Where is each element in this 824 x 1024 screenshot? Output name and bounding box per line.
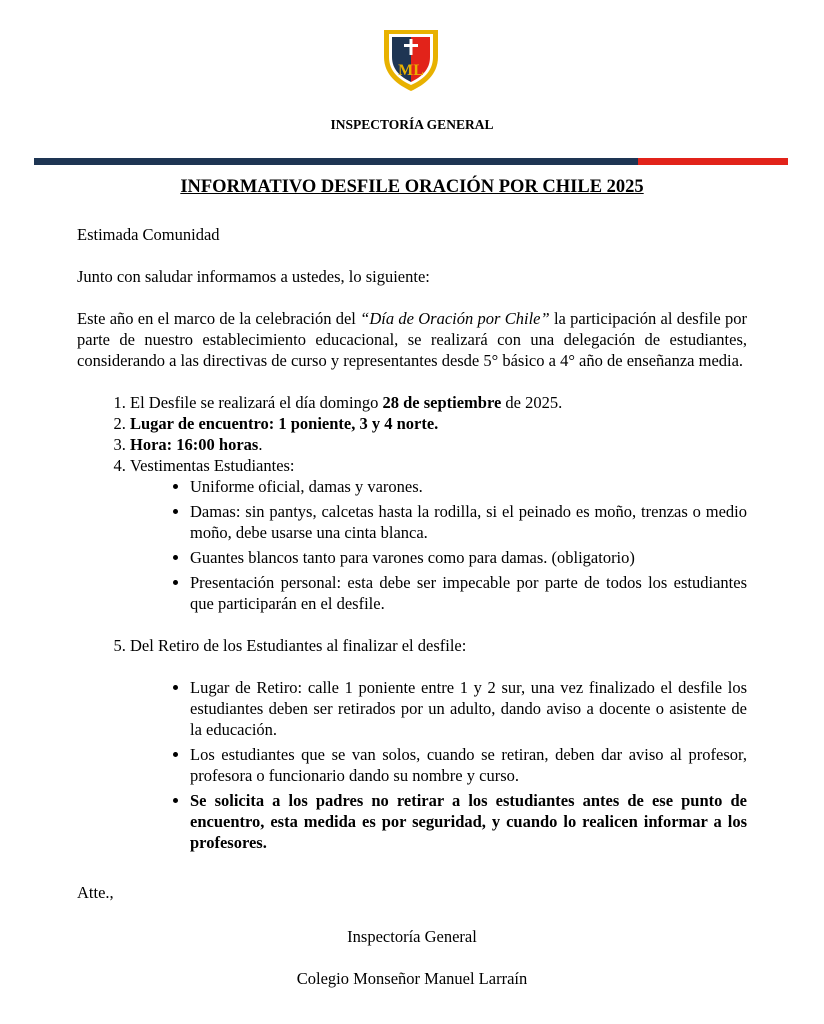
document-title: INFORMATIVO DESFILE ORACIÓN POR CHILE 2025	[180, 177, 644, 197]
list-item-date	[130, 392, 747, 413]
item1-before: El Desfile se realizará el día domingo	[130, 393, 383, 412]
list-item-attire	[130, 455, 747, 635]
school-crest-icon	[380, 27, 442, 93]
paragraph-after: la participación al desfile por parte de nuestro establecimiento educacional, se realizará con una delegación de estudiantes, considerando a las directivas de curso y representantes desde 5° básico a 4° año de enseñanza media.	[77, 309, 747, 370]
attire-bullets	[130, 476, 747, 614]
list-item: • Lugar de Retiro: calle 1 poniente entre 1 y 2 sur, una vez finalizado el desfile los estudiantes deben ser retirados por un adulto, dando aviso a docente o asistente de la educación.	[190, 677, 747, 740]
list-item: • Se solicita a los padres no retirar a los estudiantes antes de ese punto de encuentro, esta medida es por seguridad, y cuando lo realicen informar a los profesores.	[190, 790, 747, 853]
paragraph-before: Este año en el marco de la celebración del	[77, 309, 361, 328]
signature-department: Inspectoría General	[347, 927, 477, 946]
item3-time: Hora: 16:00 horas	[130, 435, 259, 454]
greeting: Estimada Comunidad	[77, 225, 220, 244]
department-heading: INSPECTORÍA GENERAL	[330, 117, 494, 132]
item2-text: Lugar de encuentro: 1 poniente, 3 y 4 norte.	[130, 414, 439, 433]
list-item-pickup	[130, 635, 747, 853]
list-item: • Presentación personal: esta debe ser impecable por parte de todos los estudiantes que participarán en el desfile.	[190, 572, 747, 614]
item3-after: .	[258, 435, 263, 454]
intro-paragraph	[77, 308, 747, 371]
intro-line: Junto con saludar informamos a ustedes, lo siguiente:	[77, 267, 430, 286]
item1-after: de 2025.	[501, 393, 563, 412]
list-item-time	[130, 434, 747, 455]
paragraph-emphasis: “Día de Oración por Chile”	[360, 309, 550, 328]
list-item: • Los estudiantes que se van solos, cuando se retiran, deben dar aviso al profesor, profesora o funcionario dando su nombre y curso.	[190, 744, 747, 786]
crest-initials: ML	[398, 62, 424, 79]
signature-school: Colegio Monseñor Manuel Larraín	[296, 969, 528, 988]
list-item: • Guantes blancos tanto para varones como para damas. (obligatorio)	[190, 547, 747, 568]
list-item: • Damas: sin pantys, calcetas hasta la rodilla, si el peinado es moño, trenzas o medio moño, debe usarse una cinta blanca.	[190, 501, 747, 543]
letter-body	[77, 224, 747, 853]
item5-label: Del Retiro de los Estudiantes al finalizar el desfile:	[130, 636, 467, 655]
info-list	[77, 392, 747, 853]
header-rule-navy	[34, 158, 638, 165]
list-item: • Uniforme oficial, damas y varones.	[190, 476, 747, 497]
item4-label: Vestimentas Estudiantes:	[130, 456, 295, 475]
pickup-bullets	[130, 677, 747, 853]
closing: Atte.,	[77, 883, 114, 902]
list-item-meeting-place	[130, 413, 747, 434]
header-rule-red	[638, 158, 788, 165]
item1-date: 28 de septiembre	[382, 393, 502, 412]
